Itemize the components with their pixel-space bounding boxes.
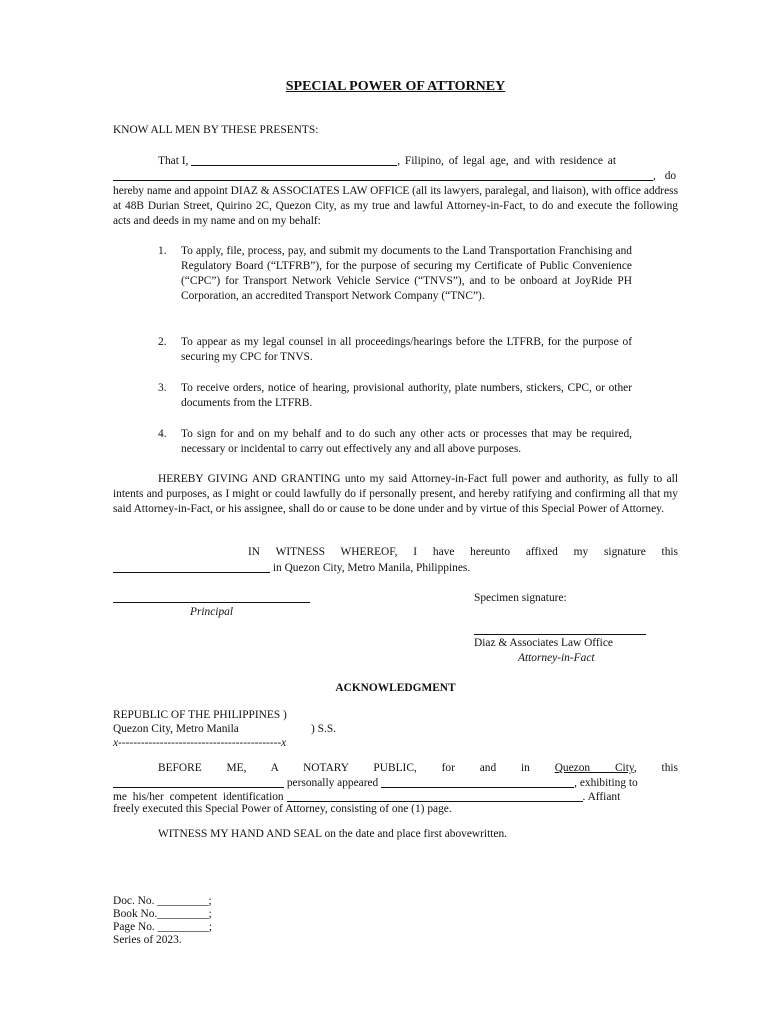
affiant-text: . Affiant: [582, 791, 621, 803]
doc-number: Doc. No. _________;: [113, 895, 212, 907]
document-title: SPECIAL POWER OF ATTORNEY: [285, 79, 506, 94]
city-line: Quezon City, Metro Manila: [113, 723, 239, 735]
republic-line: REPUBLIC OF THE PHILIPPINES ): [113, 709, 287, 721]
this-text: , this: [633, 762, 678, 774]
list-item-number: 1.: [158, 245, 167, 257]
list-item-number: 4.: [158, 428, 167, 440]
specimen-label: Specimen signature:: [474, 592, 567, 604]
appeared-text: personally appeared: [286, 777, 379, 789]
list-item-text: To receive orders, notice of hearing, provisional authority, plate numbers, stickers, CPC, or other documents from the LTFRB.: [181, 382, 632, 409]
acknowledgment-heading: ACKNOWLEDGMENT: [335, 682, 456, 694]
seal-line: WITNESS MY HAND AND SEAL on the date and place first abovewritten.: [158, 828, 508, 840]
ss-label: ) S.S.: [311, 723, 337, 735]
executed-line: freely executed this Special Power of Attorney, consisting of one (1) page.: [113, 803, 452, 815]
list-item-text: To sign for and on my behalf and to do such any other acts or processes that may be required, necessary or incidental to carry out effectively any and all above purposes.: [181, 428, 632, 455]
exhibiting-text: , exhibiting to: [574, 777, 638, 789]
intro-filipino: , Filipino, of legal age, and with residence at: [397, 155, 616, 167]
list-item-text: To appear as my legal counsel in all proceedings/hearings before the LTFRB, for the purpose of securing my CPC for TNVS.: [181, 336, 632, 363]
intro-line-1: [158, 153, 678, 169]
book-number: Book No._________;: [113, 908, 212, 920]
opening-line: KNOW ALL MEN BY THESE PRESENTS:: [113, 124, 319, 136]
identification-blank[interactable]: [287, 789, 583, 802]
intro-body: hereby name and appoint DIAZ & ASSOCIATES LAW OFFICE (all its lawyers, paralegal, and liaison), with office address at 48B Durian Street, Quirino 2C, Quezon City, as my true and lawful Attorney-in-Fact, to do and execute the following acts and deeds in my name and on my behalf:: [113, 185, 678, 227]
list-item-number: 3.: [158, 382, 167, 394]
witness-line-2: [113, 560, 678, 576]
principal-label: Principal: [190, 606, 234, 618]
place-text: Quezon City: [554, 762, 634, 774]
ack-date-blank[interactable]: [113, 775, 284, 788]
witness-place: in Quezon City, Metro Manila, Philippines.: [272, 562, 471, 574]
list-item-text: To apply, file, process, pay, and submit my documents to the Land Transportation Franchising and Regulatory Board (“LTFRB”), for the purpose of securing my Certificate of Public Convenience (“CPC”) for Transport Network Vehicle Service (“TNVS”), and to be onboard at JoyRide PH Corporation, an accredited Transport Network Company (“TNC”).: [181, 245, 632, 302]
appearer-name-blank[interactable]: [381, 775, 574, 788]
before-text: BEFORE ME, A NOTARY PUBLIC, for and in: [158, 762, 530, 774]
witness-line-1: IN WITNESS WHEREOF, I have hereunto affixed my signature this: [248, 546, 678, 558]
intro-that-i: That I,: [158, 155, 189, 167]
intro-line-2: [113, 168, 678, 184]
firm-name: Diaz & Associates Law Office: [474, 637, 613, 649]
separator-line: x-------------------------------------------x: [113, 737, 287, 749]
page-number: Page No. _________;: [113, 921, 213, 933]
attorney-signature-line[interactable]: [474, 634, 646, 635]
identification-text: me his/her competent identification: [113, 791, 284, 803]
before-line: [158, 761, 678, 776]
list-item-number: 2.: [158, 336, 167, 348]
series-year: Series of 2023.: [113, 934, 182, 946]
date-blank[interactable]: [113, 560, 270, 573]
principal-signature-line[interactable]: [113, 602, 310, 603]
residence-blank[interactable]: [113, 168, 653, 181]
granting-paragraph: HEREBY GIVING AND GRANTING unto my said Attorney-in-Fact full power and authority, as fully to all intents and purposes, as I might or could lawfully do if personally present, and hereby ratifying and confirming all that my said Attorney-in-Fact, or his assignee, shall do or cause to be done under and by virtue of this Special Power of Attorney.: [113, 473, 678, 515]
name-blank[interactable]: [191, 153, 397, 166]
attorney-label: Attorney-in-Fact: [518, 652, 595, 664]
intro-do: , do: [653, 170, 677, 182]
